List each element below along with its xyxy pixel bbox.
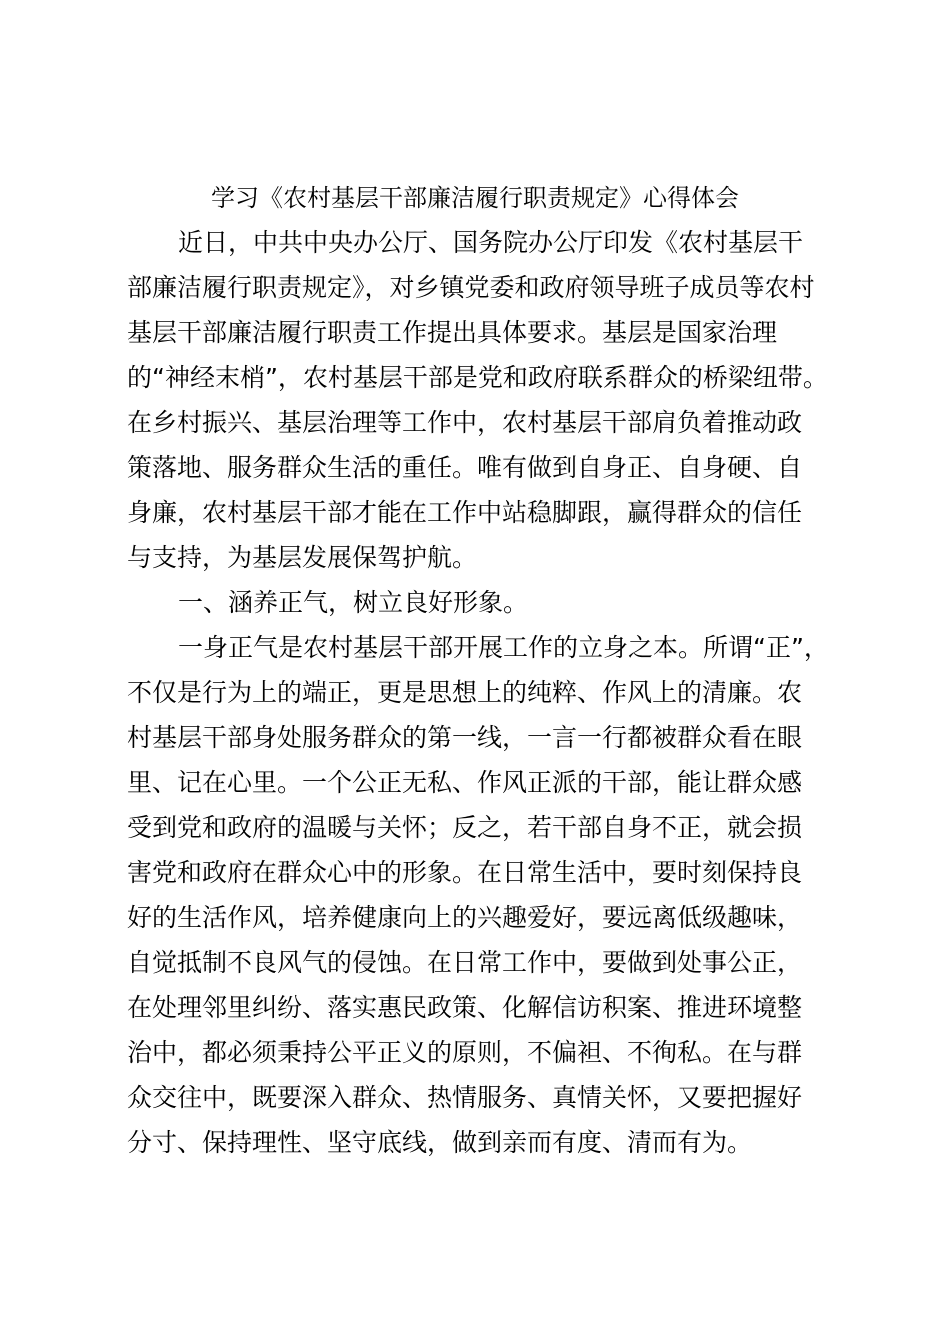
paragraph-line: 在乡村振兴、基层治理等工作中，农村基层干部肩负着推动政 [127,408,803,437]
paragraph-line: 里、记在心里。一个公正无私、作风正派的干部，能让群众感 [127,768,803,797]
section-heading: 一、涵养正气，树立良好形象。 [178,588,529,617]
paragraph-line: 基层干部廉洁履行职责工作提出具体要求。基层是国家治理 [127,318,778,347]
paragraph-line: 害党和政府在群众心中的形象。在日常生活中，要时刻保持良 [127,858,803,887]
paragraph-line: 身廉，农村基层干部才能在工作中站稳脚跟，赢得群众的信任 [127,498,803,527]
paragraph-line: 的“神经末梢”，农村基层干部是党和政府联系群众的桥梁纽带。 [127,363,828,392]
paragraph-line: 策落地、服务群众生活的重任。唯有做到自身正、自身硬、自 [127,453,803,482]
paragraph-line: 众交往中，既要深入群众、热情服务、真情关怀，又要把握好 [127,1083,803,1112]
paragraph-line: 分寸、保持理性、坚守底线，做到亲而有度、清而有为。 [127,1128,753,1157]
paragraph-line: 一身正气是农村基层干部开展工作的立身之本。所谓“正”， [178,633,829,662]
paragraph-line: 自觉抵制不良风气的侵蚀。在日常工作中，要做到处事公正， [127,948,803,977]
paragraph-line: 在处理邻里纠纷、落实惠民政策、化解信访积案、推进环境整 [127,993,803,1022]
paragraph-line: 受到党和政府的温暖与关怀；反之，若干部自身不正，就会损 [127,813,803,842]
paragraph-line: 与支持，为基层发展保驾护航。 [127,543,478,572]
document-title: 学习《农村基层干部廉洁履行职责规定》心得体会 [211,184,739,212]
paragraph-line: 近日，中共中央办公厅、国务院办公厅印发《农村基层干 [178,228,804,257]
paragraph-line: 好的生活作风，培养健康向上的兴趣爱好，要远离低级趣味， [127,903,803,932]
paragraph-line: 部廉洁履行职责规定》，对乡镇党委和政府领导班子成员等农村 [127,273,815,302]
paragraph-line: 村基层干部身处服务群众的第一线，一言一行都被群众看在眼 [127,723,803,752]
paragraph-line: 治中，都必须秉持公平正义的原则，不偏袒、不徇私。在与群 [127,1038,803,1067]
paragraph-line: 不仅是行为上的端正，更是思想上的纯粹、作风上的清廉。农 [127,678,803,707]
